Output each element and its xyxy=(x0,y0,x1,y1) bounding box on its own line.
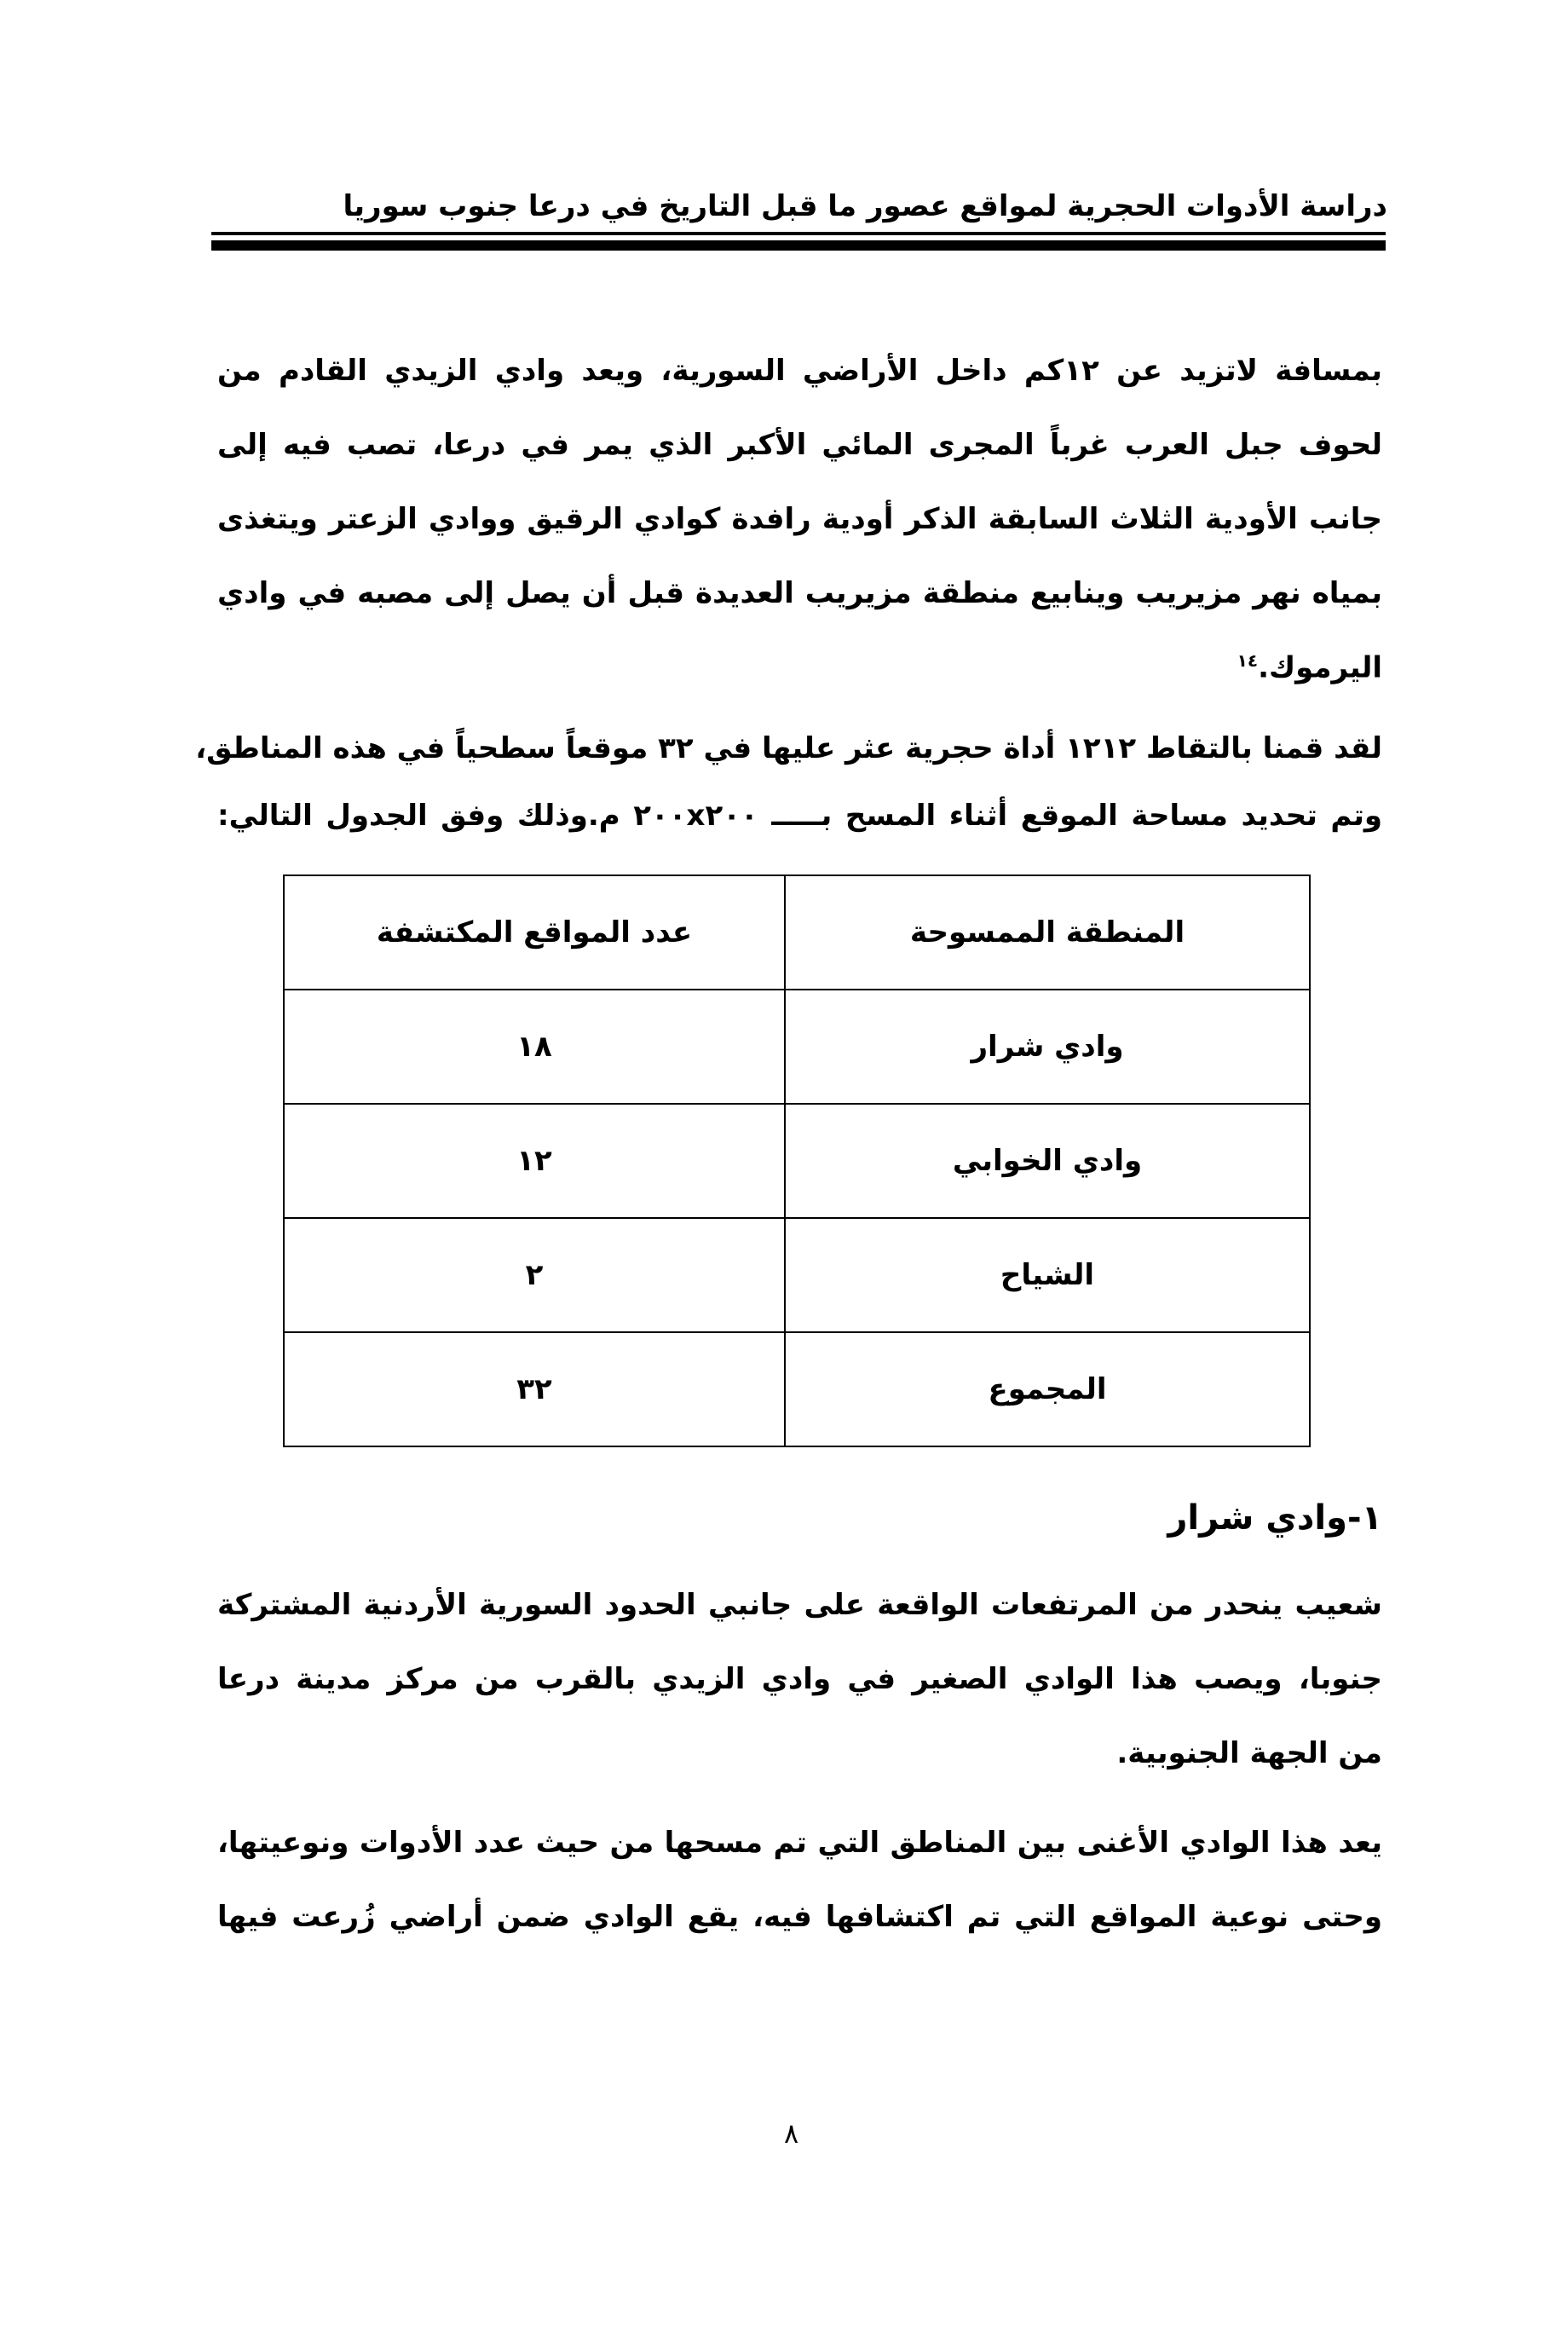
paragraph-text: اليرموك. xyxy=(1258,650,1382,685)
survey-table xyxy=(283,874,1311,1447)
paragraph-line: جانب الأودية الثلاث السابقة الذكر أودية رافدة كوادي الرقيق ووادي الزعتر ويتغذى xyxy=(217,502,1382,536)
table-cell: ٢ xyxy=(284,1218,785,1332)
table-row xyxy=(284,1104,1310,1218)
table-cell: ٣٢ xyxy=(284,1332,785,1446)
section-heading: ١-وادي شرار xyxy=(1167,1498,1382,1538)
paragraph-line: بمياه نهر مزيريب وينابيع منطقة مزيريب العديدة قبل أن يصل إلى مصبه في وادي xyxy=(217,576,1382,610)
table-cell: المجموع xyxy=(785,1332,1310,1446)
table-row xyxy=(284,1218,1310,1332)
table-row xyxy=(284,990,1310,1104)
table-cell: ١٨ xyxy=(284,990,785,1104)
paragraph-line: بمسافة لاتزيد عن ١٢كم داخل الأراضي السورية، ويعد وادي الزيدي القادم من xyxy=(217,354,1383,388)
paragraph-line: يعد هذا الوادي الأغنى بين المناطق التي تم مسحها من حيث عدد الأدوات ونوعيتها، xyxy=(217,1826,1382,1860)
table-cell: الشياح xyxy=(785,1218,1310,1332)
table-header: عدد المواقع المكتشفة xyxy=(284,875,785,990)
paragraph-line: وتم تحديد مساحة الموقع أثناء المسح بـــــ ٢٠٠x٢٠٠ م.وذلك وفق الجدول التالي: xyxy=(217,799,1382,833)
paragraph-line: وحتى نوعية المواقع التي تم اكتشافها فيه، يقع الوادي ضمن أراضي زُرعت فيها xyxy=(217,1900,1382,1934)
paragraph-line: لقد قمنا بالتقاط ١٢١٢ أداة حجرية عثر عليها في ٣٢ موقعاً سطحياً في هذه المناطق، xyxy=(195,731,1382,765)
paragraph-line: لحوف جبل العرب غرباً المجرى المائي الأكبر الذي يمر في درعا، تصب فيه إلى xyxy=(217,428,1382,462)
table-header-row xyxy=(284,875,1310,990)
paragraph-line: جنوبا، ويصب هذا الوادي الصغير في وادي الزيدي بالقرب من مركز مدينة درعا xyxy=(217,1662,1382,1696)
footnote-ref: ١٤ xyxy=(1237,650,1259,671)
table-cell: ١٢ xyxy=(284,1104,785,1218)
running-header: دراسة الأدوات الحجرية لمواقع عصور ما قبل التاريخ في درعا جنوب سوريا xyxy=(343,189,1387,223)
paragraph-line: شعيب ينحدر من المرتفعات الواقعة على جانبي الحدود السورية الأردنية المشتركة xyxy=(217,1588,1382,1622)
header-rule-thick xyxy=(211,240,1386,251)
paragraph-line: من الجهة الجنوبية. xyxy=(1116,1736,1382,1770)
table-row xyxy=(284,1332,1310,1446)
table-cell: وادي الخوابي xyxy=(785,1104,1310,1218)
table-cell: وادي شرار xyxy=(785,990,1310,1104)
header-rule-thin xyxy=(211,232,1386,235)
table-header: المنطقة الممسوحة xyxy=(785,875,1310,990)
paragraph-line xyxy=(217,639,1382,689)
page-number: ٨ xyxy=(784,2117,799,2150)
